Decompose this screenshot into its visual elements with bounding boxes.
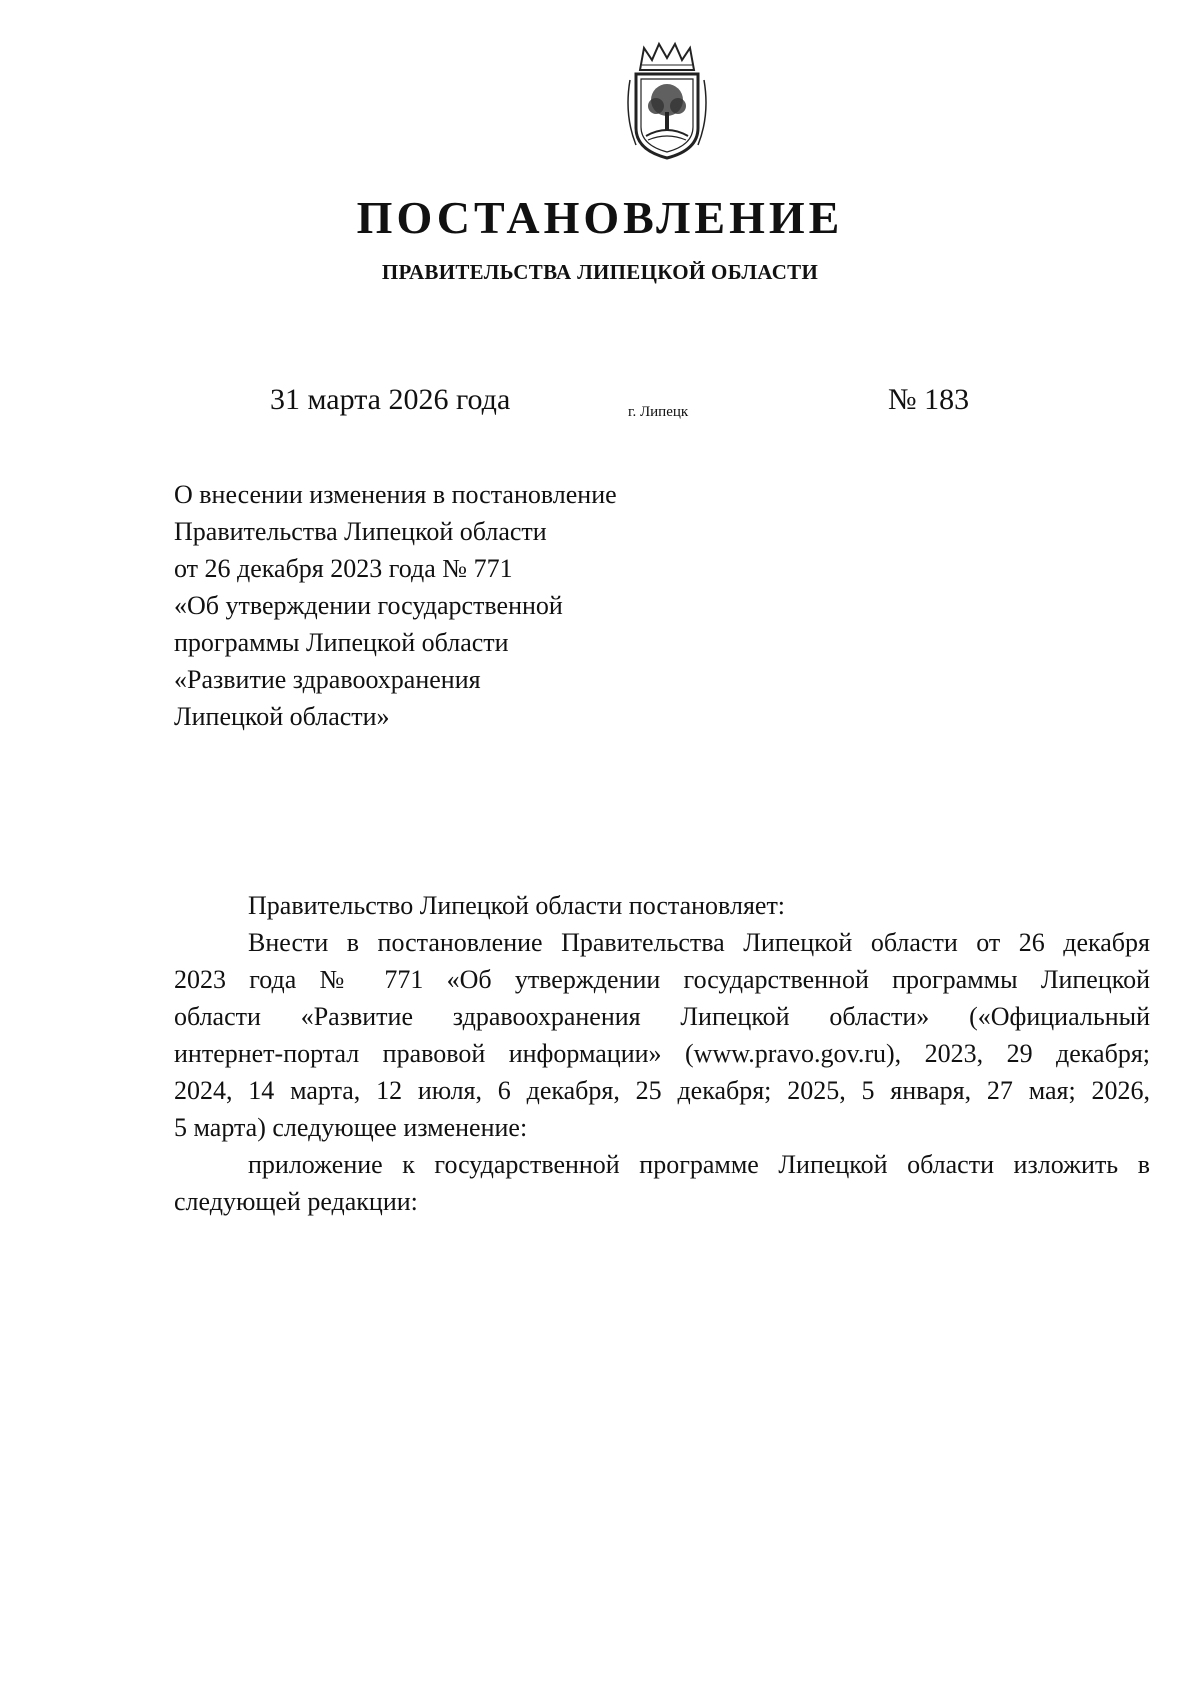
appendix-paragraph <box>174 1146 1150 1220</box>
paragraph-line: области «Развитие здравоохранения Липецкой области» («Официальный <box>174 1002 1150 1031</box>
document-number: № 183 <box>888 383 970 416</box>
subject-line: «Об утверждении государственной <box>174 591 563 620</box>
paragraph-line: 2024, 14 марта, 12 июля, 6 декабря, 25 декабря; 2025, 5 января, 27 мая; 2026, <box>174 1076 1150 1105</box>
lipetsk-coat-of-arms-icon <box>622 40 712 162</box>
amendment-paragraph <box>174 924 1150 1146</box>
paragraph-line: Внести в постановление Правительства Липецкой области от 26 декабря <box>248 928 1150 957</box>
document-type-title: ПОСТАНОВЛЕНИЕ <box>356 192 844 243</box>
issuer-name: ПРАВИТЕЛЬСТВА ЛИПЕЦКОЙ ОБЛАСТИ <box>381 260 819 284</box>
subject-line: Правительства Липецкой области <box>174 517 547 546</box>
document-date: 31 марта 2026 года <box>270 383 511 416</box>
paragraph-line: следующей редакции: <box>174 1187 418 1216</box>
subject-line: Липецкой области» <box>174 702 390 731</box>
paragraph-line: приложение к государственной программе Липецкой области изложить в <box>248 1150 1150 1179</box>
subject-line: от 26 декабря 2023 года № 771 <box>174 554 513 583</box>
document-body <box>174 887 1150 1220</box>
document-city: г. Липецк <box>628 404 689 420</box>
subject-line: О внесении изменения в постановление <box>174 480 617 509</box>
paragraph-line: 5 марта) следующее изменение: <box>174 1113 528 1142</box>
subject-line: «Развитие здравоохранения <box>174 665 481 694</box>
paragraph-line: интернет-портал правовой информации» (www.pravo.gov.ru), 2023, 29 декабря; <box>174 1039 1150 1068</box>
document-subject <box>174 476 734 735</box>
subject-line: программы Липецкой области <box>174 628 509 657</box>
paragraph-line: 2023 года № 771 «Об утверждении государственной программы Липецкой <box>174 965 1150 994</box>
resolution-intro: Правительство Липецкой области постановляет: <box>248 891 786 920</box>
